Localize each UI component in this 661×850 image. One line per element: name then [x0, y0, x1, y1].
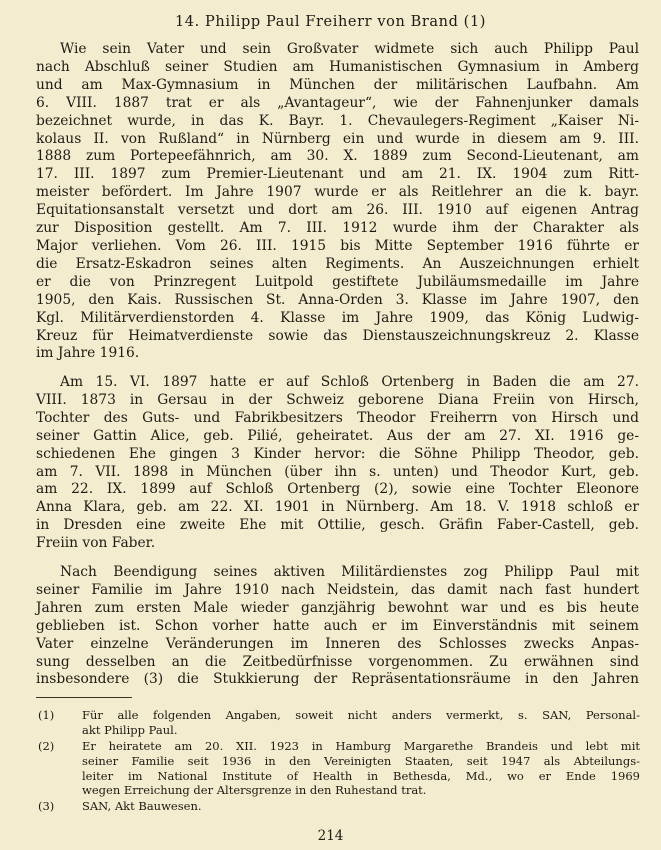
text-line: 6. VIII. 1887 trat er als „Avantageur“, wie der Fahnenjunker damals — [36, 94, 639, 111]
text-line: VIII. 1873 in Gersau in der Schweiz geborene Diana Freiin von Hirsch, — [36, 391, 639, 408]
text-line: Kreuz für Heimatverdienste sowie das Dienstauszeichnungskreuz 2. Klasse — [36, 327, 639, 344]
text-line: Jahren zum ersten Male wieder ganzjährig bewohnt war und es bis heute — [36, 599, 639, 616]
text-line: nach Abschluß seiner Studien am Humanistischen Gymnasium in Amberg — [36, 58, 639, 75]
text-line: Freiin von Faber. — [36, 535, 156, 552]
text-line: seiner Gattin Alice, geb. Pilié, geheiratet. Aus der am 27. XI. 1916 ge- — [36, 427, 639, 444]
footnote-line: Für alle folgenden Angaben, soweit nicht anders vermerkt, s. SAN, Personal- — [82, 708, 640, 722]
footnote-number: (2) — [38, 739, 55, 753]
text-line: sung desselben an die Zeitbedürfnisse vorgenommen. Zu erwähnen sind — [36, 653, 639, 670]
paragraph-3 — [36, 564, 639, 689]
footnote-line: akt Philipp Paul. — [82, 722, 178, 737]
page-number: 214 — [317, 828, 344, 844]
paragraph-2 — [36, 374, 639, 553]
text-line: Vater einzelne Veränderungen im Inneren des Schlosses zwecks Anpas- — [36, 635, 639, 652]
text-line: Tochter des Guts- und Fabrikbesitzers Theodor Freiherrn von Hirsch und — [36, 409, 639, 426]
footnote-divider — [36, 697, 132, 698]
text-line: schiedenen Ehe gingen 3 Kinder hervor: die Söhne Philipp Theodor, geb. — [36, 445, 639, 462]
footnote-number: (1) — [38, 708, 55, 722]
text-line: geblieben ist. Schon vorher hatte auch er im Einverständnis mit seinem — [36, 617, 639, 634]
paragraph-1 — [36, 41, 639, 363]
text-line: Kgl. Militärverdienstorden 4. Klasse im Jahre 1909, das König Ludwig- — [36, 309, 639, 326]
footnote-text — [82, 799, 640, 814]
text-line: 1905, den Kais. Russischen St. Anna-Orden 3. Klasse im Jahre 1907, den — [36, 291, 639, 308]
footnote-text — [82, 708, 640, 738]
text-line: bezeichnet wurde, in das K. Bayr. 1. Chevaulegers-Regiment „Kaiser Ni- — [36, 112, 639, 129]
text-line: seiner Familie im Jahre 1910 nach Neidstein, das damit nach fast hundert — [36, 581, 639, 598]
text-line: in Dresden eine zweite Ehe mit Ottilie, gesch. Gräfin Faber-Castell, geb. — [36, 517, 639, 534]
text-line: er die von Prinzregent Luitpold gestiftete Jubiläumsmedaille im Jahre — [36, 273, 639, 290]
text-line: kolaus II. von Rußland“ in Nürnberg ein und wurde in diesem am 9. III. — [36, 130, 639, 147]
text-line: Nach Beendigung seines aktiven Militärdienstes zog Philipp Paul mit — [60, 564, 639, 580]
text-line: Equitationsanstalt versetzt und dort am 26. III. 1910 auf eigenen Antrag — [36, 202, 639, 219]
footnote-line: seiner Familie seit 1936 in den Vereinigten Staaten, seit 1947 als Abteilungs- — [82, 753, 640, 768]
footnote-line: wegen Erreichung der Altersgrenze in den Ruhestand trat. — [82, 783, 427, 798]
text-line: 1888 zum Portepeefähnrich, am 30. X. 1889 zum Second-Lieutenant, am — [36, 148, 639, 165]
footnote-text — [82, 739, 640, 798]
text-line: Anna Klara, geb. am 22. XI. 1901 in Nürnberg. Am 18. V. 1918 schloß er — [36, 499, 639, 516]
section-heading: 14. Philipp Paul Freiherr von Brand (1) — [174, 14, 487, 30]
text-line: insbesondere (3) die Stukkierung der Repräsentationsräume in den Jahren — [36, 671, 639, 688]
footnote-number: (3) — [38, 799, 55, 813]
text-line: Am 15. VI. 1897 hatte er auf Schloß Ortenberg in Baden die am 27. — [60, 374, 639, 390]
text-line: meister befördert. Im Jahre 1907 wurde er als Reitlehrer an die k. bayr. — [36, 184, 639, 201]
text-line: die Ersatz-Eskadron seines alten Regiments. An Auszeichnungen erhielt — [36, 255, 639, 272]
text-line: Wie sein Vater und sein Großvater widmete sich auch Philipp Paul — [60, 41, 639, 57]
text-line: im Jahre 1916. — [36, 345, 140, 362]
footnote-line: Er heiratete am 20. XII. 1923 in Hamburg Margarethe Brandeis und lebt mit — [82, 739, 640, 753]
text-line: am 7. VII. 1898 in München (über ihn s. unten) und Theodor Kurt, geb. — [36, 463, 639, 480]
footnote-line: SAN, Akt Bauwesen. — [82, 799, 202, 813]
text-line: am 22. IX. 1899 auf Schloß Ortenberg (2), sowie eine Tochter Eleonore — [36, 481, 639, 498]
text-line: 17. III. 1897 zum Premier-Lieutenant und am 21. IX. 1904 zum Ritt- — [36, 166, 639, 183]
text-line: und am Max-Gymnasium in München der militärischen Laufbahn. Am — [36, 76, 639, 93]
footnote-line: leiter im National Institute of Health in Bethesda, Md., wo er Ende 1969 — [82, 768, 640, 783]
text-line: zur Disposition gestellt. Am 7. III. 1912 wurde ihm der Charakter als — [36, 220, 639, 237]
text-line: Major verliehen. Vom 26. III. 1915 bis Mitte September 1916 führte er — [36, 237, 639, 254]
